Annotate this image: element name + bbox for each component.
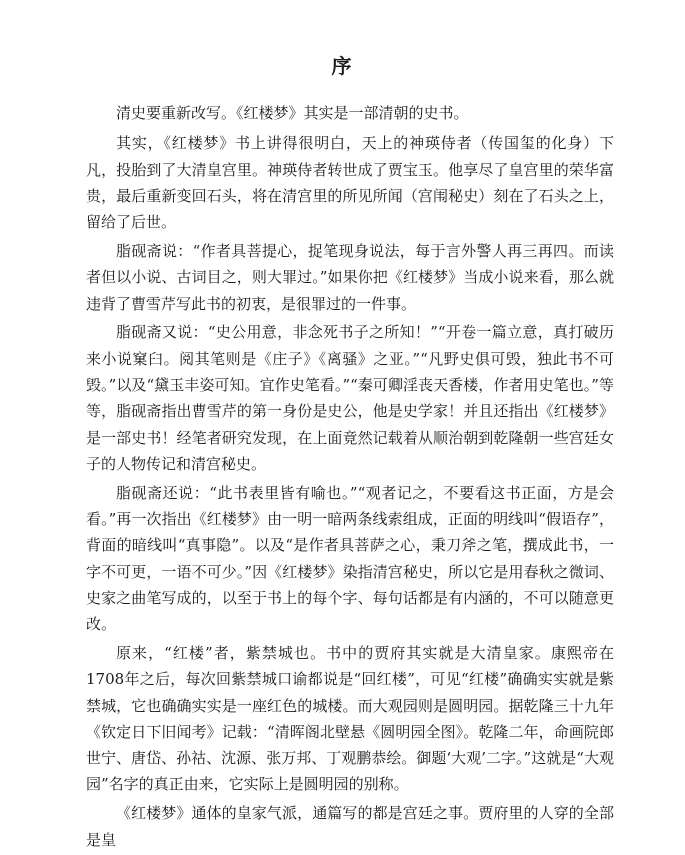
paragraph: 脂砚斋又说：“史公用意，非念死书子之所知！”“开卷一篇立意，真打破历来小说窠臼。阅其笔则是《庄子》《离骚》之亚。”“凡野史俱可毁，独此书不可毁。”以及“黛玉丰姿可知。宜作史笔看。”“秦可卿淫丧天香楼，作者用史笔也。”等等，脂砚斋指出曹雪芹的第一身份是史公，他是史学家！并且还指出《红楼梦》是一部史书！经笔者研究发现，在上面竟然记载着从顺治朝到乾隆朝一些宫廷女子的人物传记和清宫秘史。 <box>86 323 614 473</box>
paragraph: 原来，“红楼”者，紫禁城也。书中的贾府其实就是大清皇家。康熙帝在1708年之后，每次回紫禁城口谕都说是“回红楼”，可见“红楼”确确实实就是紫禁城，它也确确实实是一座红色的城楼。而大观园则是圆明园。据乾隆三十九年《钦定日下旧闻考》记载：“清晖阁北壁悬《圆明园全图》。乾隆二年，命画院郎世宁、唐岱、孙祜、沈源、张万邦、丁观鹏恭绘。御题‘大观’二字。”这就是“大观园”名字的真正由来，它实际上是圆明园的别称。 <box>86 643 614 794</box>
body-text <box>86 100 614 855</box>
paragraph: 《红楼梦》通体的皇家气派，通篇写的都是宫廷之事。贾府里的人穿的全部是皇 <box>86 804 614 849</box>
paragraph: 清史要重新改写。《红楼梦》其实是一部清朝的史书。 <box>116 104 469 122</box>
paragraph: 脂砚斋说：“作者具菩提心，捉笔现身说法，每于言外警人再三再四。而读者但以小说、古词目之，则大罪过。”如果你把《红楼梦》当成小说来看，那么就违背了曹雪芹写此书的初衷，是很罪过的一件事。 <box>86 241 614 313</box>
paragraph: 其实，《红楼梦》书上讲得很明白，天上的神瑛侍者（传国玺的化身）下凡，投胎到了大清皇宫里。神瑛侍者转世成了贾宝玉。他享尽了皇宫里的荣华富贵，最后重新变回石头，将在清宫里的所见所闻（宫闱秘史）刻在了石头之上，留给了后世。 <box>86 134 614 232</box>
paragraph: 脂砚斋还说：“此书表里皆有喻也。”“观者记之，不要看这书正面，方是会看。”再一次指出《红楼梦》由一明一暗两条线索组成，正面的明线叫“假语存”，背面的暗线叫“真事隐”。以及“是作者具菩萨之心，秉刀斧之笔，撰成此书，一字不可更，一语不可少。”因《红楼梦》染指清宫秘史，所以它是用春秋之微词、史家之曲笔写成的，以至于书上的每个字、每句话都是有内涵的，不可以随意更改。 <box>86 483 614 634</box>
page-title: 序 <box>331 54 354 78</box>
